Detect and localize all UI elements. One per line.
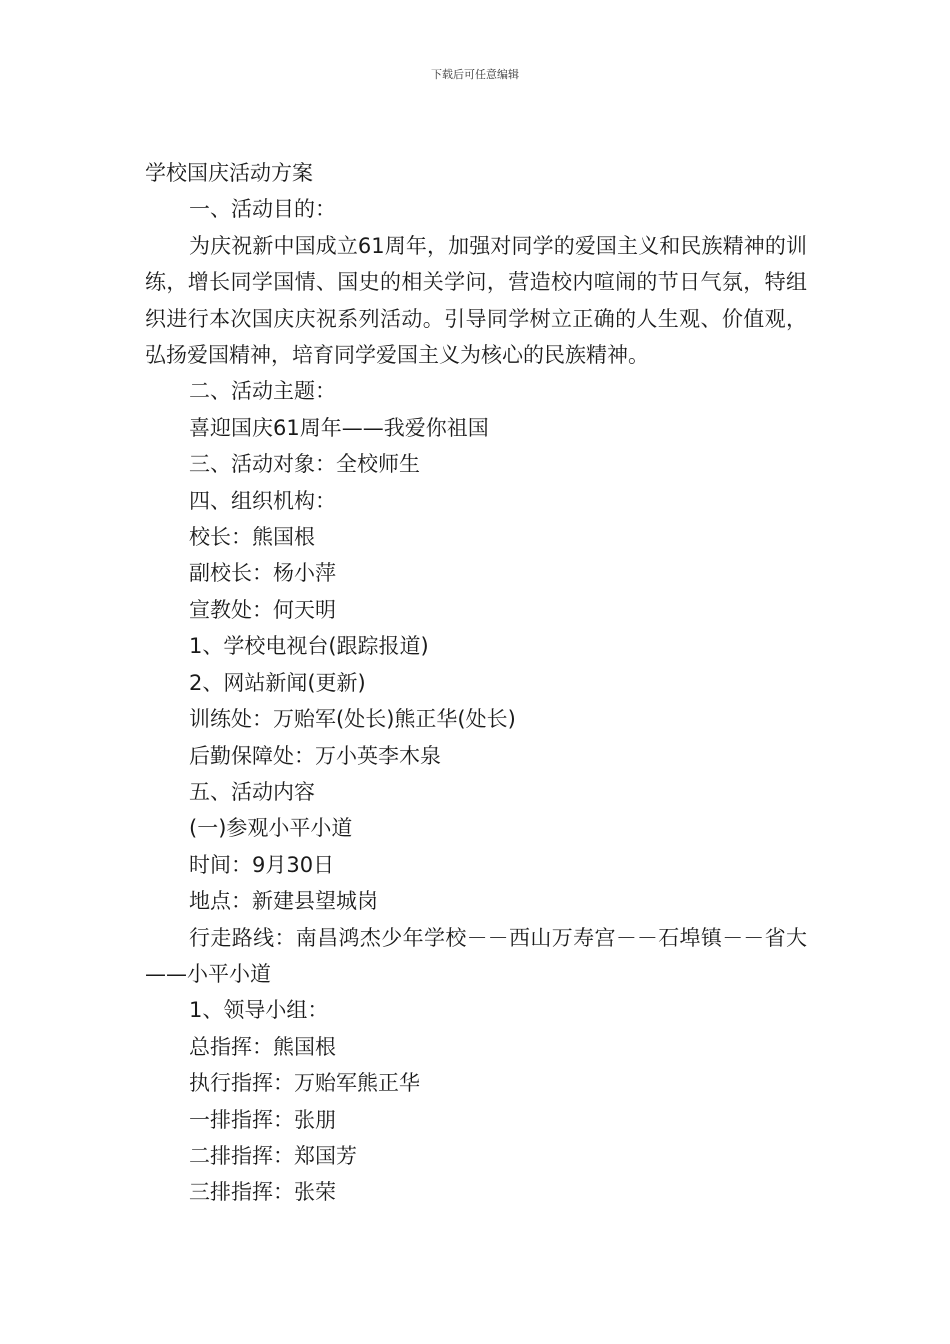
org-publicity-office: 宣教处：何天明 xyxy=(189,597,336,622)
org-training-office: 训练处：万贻军(处长)熊正华(处长) xyxy=(189,707,516,732)
activity-time: 时间：9月30日 xyxy=(189,852,335,877)
section-heading-content: 五、活动内容 xyxy=(189,779,315,804)
section-heading-theme: 二、活动主题： xyxy=(189,379,336,404)
document-title: 学校国庆活动方案 xyxy=(145,161,313,185)
section-heading-audience: 三、活动对象：全校师生 xyxy=(189,452,420,477)
activity-one-title: (一)参观小平小道 xyxy=(189,816,353,841)
commander-in-chief: 总指挥：熊国根 xyxy=(189,1034,336,1059)
org-vice-principal: 副校长：杨小萍 xyxy=(189,561,336,586)
row-one-commander: 一排指挥：张朋 xyxy=(189,1107,336,1132)
row-three-commander: 三排指挥：张荣 xyxy=(189,1180,336,1205)
page-header-note: 下载后可任意编辑 xyxy=(431,68,519,81)
org-logistics-office: 后勤保障处：万小英李木泉 xyxy=(189,743,441,768)
purpose-paragraph: 为庆祝新中国成立61周年，加强对同学的爱国主义和民族精神的训练，增长同学国情、国史的相关学问，营造校内喧闹的节日气氛，特组织进行本次国庆庆祝系列活动。引导同学树立正确的人生观、价值观，弘扬爱国精神，培育同学爱国主义为核心的民族精神。 xyxy=(145,233,807,368)
org-website-news: 2、网站新闻(更新) xyxy=(189,670,366,695)
leadership-group-heading: 1、领导小组： xyxy=(189,998,329,1023)
section-heading-organization: 四、组织机构： xyxy=(189,488,336,513)
row-two-commander: 二排指挥：郑国芳 xyxy=(189,1143,357,1168)
document-body xyxy=(145,155,807,1211)
theme-text: 喜迎国庆61周年——我爱你祖国 xyxy=(189,415,489,440)
org-principal: 校长：熊国根 xyxy=(189,525,315,550)
org-tv-station: 1、学校电视台(跟踪报道) xyxy=(189,634,429,659)
executive-commander: 执行指挥：万贻军熊正华 xyxy=(189,1071,420,1096)
activity-location: 地点：新建县望城岗 xyxy=(189,889,378,914)
activity-route: 行走路线：南昌鸿杰少年学校－－西山万寿宫－－石埠镇－－省大——小平小道 xyxy=(145,925,807,986)
section-heading-purpose: 一、活动目的： xyxy=(189,197,336,222)
